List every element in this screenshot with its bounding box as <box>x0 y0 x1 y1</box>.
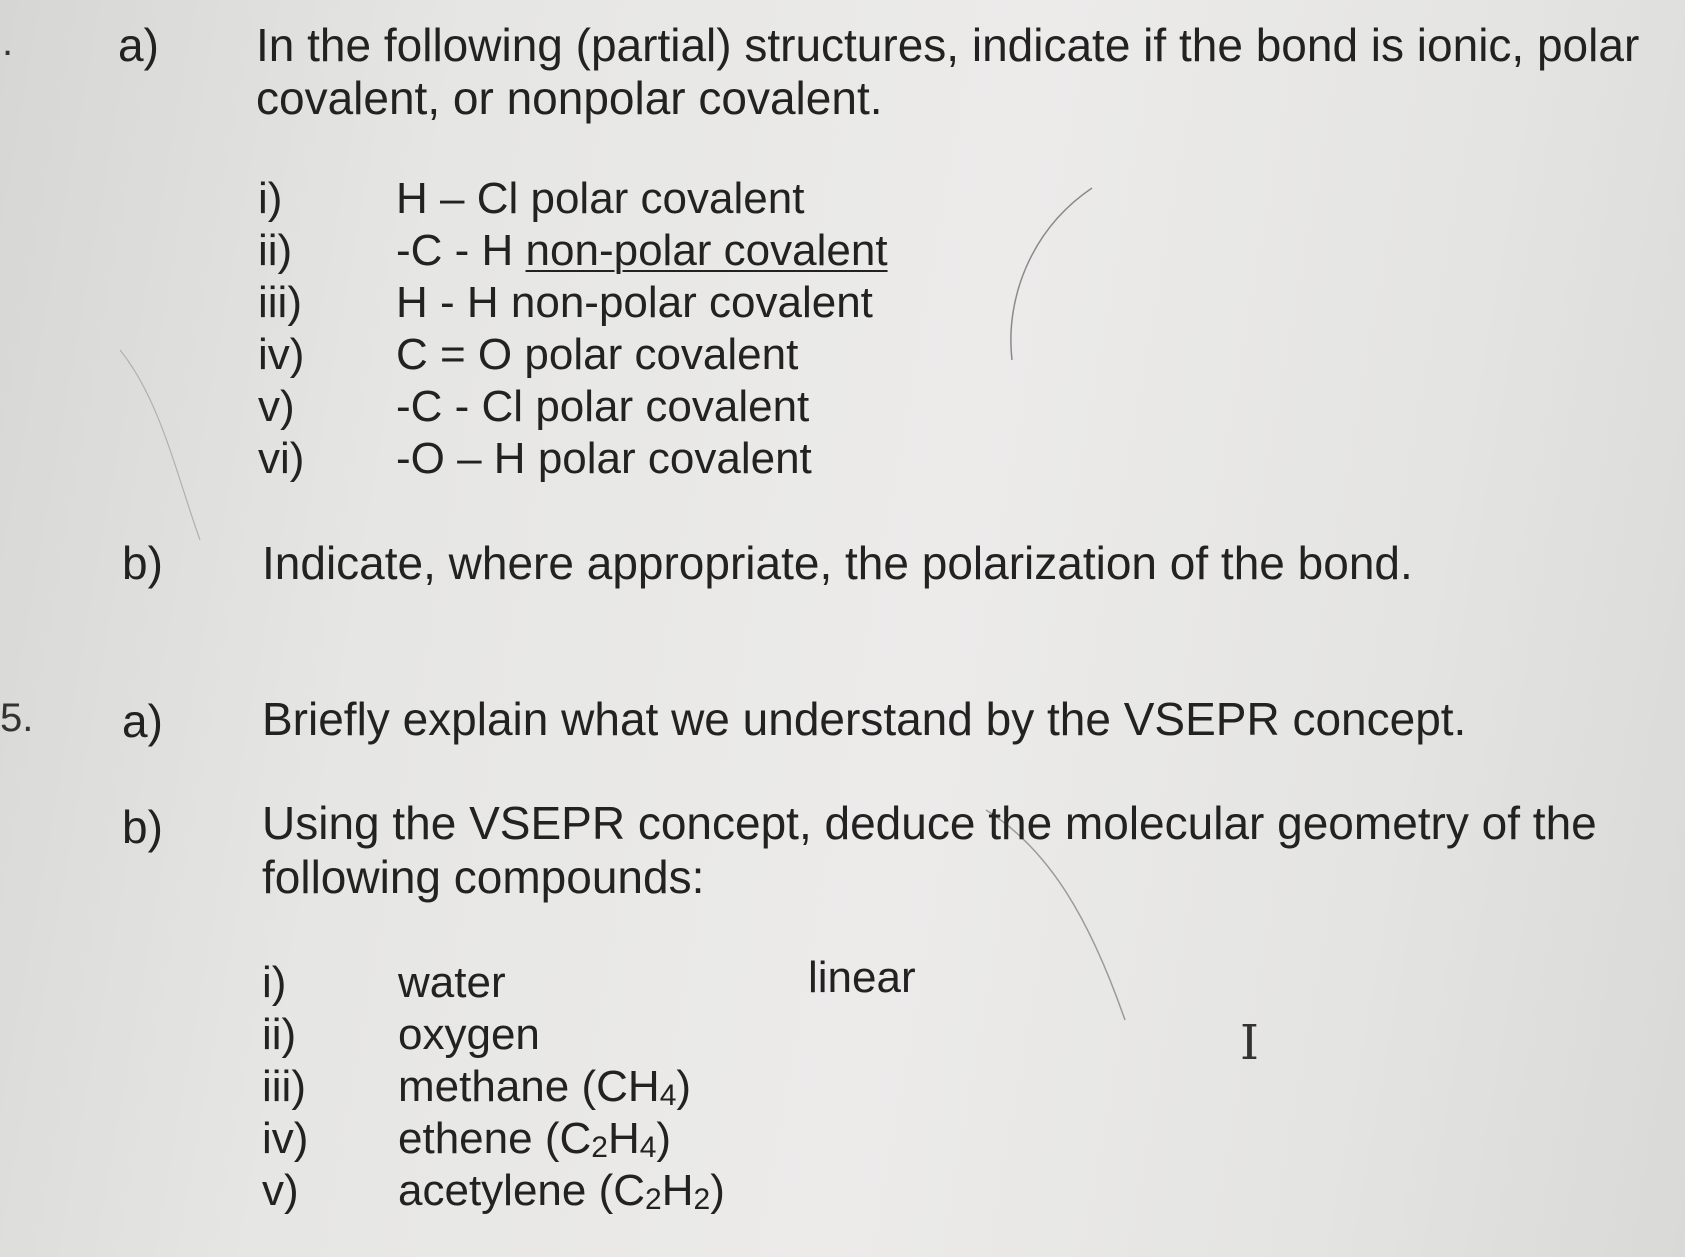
q4a-item-line <box>396 329 798 381</box>
q5-number-mark: 5. <box>0 696 34 740</box>
q5b-label: b) <box>122 801 163 853</box>
q5b-item-num: i) <box>262 958 287 1007</box>
q4a-label: a) <box>118 19 159 71</box>
bond-answer: polar covalent <box>535 382 810 431</box>
bond-text: H – Cl <box>396 174 519 223</box>
formula-element: C <box>559 1114 592 1163</box>
bond-answer: polar covalent <box>537 434 812 483</box>
q4a-question-line1: In the following (partial) structures, indicate if the bond is ionic, polar <box>256 19 1640 71</box>
bond-text: C = O <box>396 330 513 379</box>
q4b-label: b) <box>122 537 163 589</box>
compound-name: acetylene <box>398 1166 587 1215</box>
compound-name: oxygen <box>398 1010 540 1059</box>
compound-formula: $(CH_4)$ <box>581 1062 692 1112</box>
q4a-item-line <box>396 381 809 433</box>
formula-element: H <box>607 1114 640 1163</box>
q4a-item-num: iv) <box>258 330 305 379</box>
compound-name: methane <box>398 1062 570 1111</box>
formula-subscript: 2 <box>693 1183 711 1216</box>
q4a-item-line <box>396 225 888 277</box>
bond-answer: polar covalent <box>530 174 805 223</box>
bond-answer: polar covalent <box>524 330 799 379</box>
q5b-item-num: iii) <box>262 1062 306 1111</box>
q5b-item-line <box>398 1009 540 1061</box>
bond-answer: non-polar covalent <box>510 278 873 327</box>
formula-element: C <box>613 1166 646 1215</box>
q5a-label: a) <box>122 695 163 747</box>
q4a-item-num: iii) <box>258 278 302 327</box>
bond-text: -C - Cl <box>396 382 524 431</box>
q4a-item-line <box>396 277 873 329</box>
q5b-item-num: v) <box>262 1166 299 1215</box>
bond-text: H - H <box>396 278 499 327</box>
q4b-question: Indicate, where appropriate, the polarization of the bond. <box>262 537 1413 589</box>
q4a-item-num: i) <box>258 174 283 223</box>
formula-subscript: 4 <box>639 1131 657 1164</box>
formula-subscript: 2 <box>645 1183 662 1216</box>
q5b-item-line <box>398 957 506 1009</box>
compound-formula: $(C_2H_4)$ <box>544 1114 672 1164</box>
q4a-item-line <box>396 173 804 225</box>
q4a-item-num: v) <box>258 382 295 431</box>
formula-element: CH <box>596 1062 660 1111</box>
compound-name: ethene <box>398 1114 533 1163</box>
q4a-item-num: vi) <box>258 434 305 483</box>
q4a-item-num: ii) <box>258 226 293 275</box>
q5b-question-line1: Using the VSEPR concept, deduce the molecular geometry of the <box>262 797 1597 849</box>
bond-answer: non-polar covalent <box>525 226 888 275</box>
q5a-question: Briefly explain what we understand by the VSEPR concept. <box>262 693 1467 745</box>
q4-number-mark: . <box>2 20 14 64</box>
q5b-item-num: iv) <box>262 1114 309 1163</box>
q4a-item-line <box>396 433 812 485</box>
q5b-item-num: ii) <box>262 1010 297 1059</box>
formula-element: H <box>661 1166 694 1215</box>
bond-text: -O – H <box>396 434 526 483</box>
text-cursor-icon: I <box>1240 1015 1259 1071</box>
q5b-question-line2: following compounds: <box>262 851 705 903</box>
q5b-item-line <box>398 1165 725 1226</box>
compound-name: water <box>398 958 506 1007</box>
q5b-water-answer: linear <box>808 953 916 1002</box>
formula-subscript: 2 <box>591 1131 608 1164</box>
compound-formula: $(C_2H_2)$ <box>598 1166 725 1216</box>
q4a-question-line2: covalent, or nonpolar covalent. <box>256 72 883 124</box>
bond-text: -C - H <box>396 226 514 275</box>
formula-subscript: 4 <box>659 1079 677 1112</box>
